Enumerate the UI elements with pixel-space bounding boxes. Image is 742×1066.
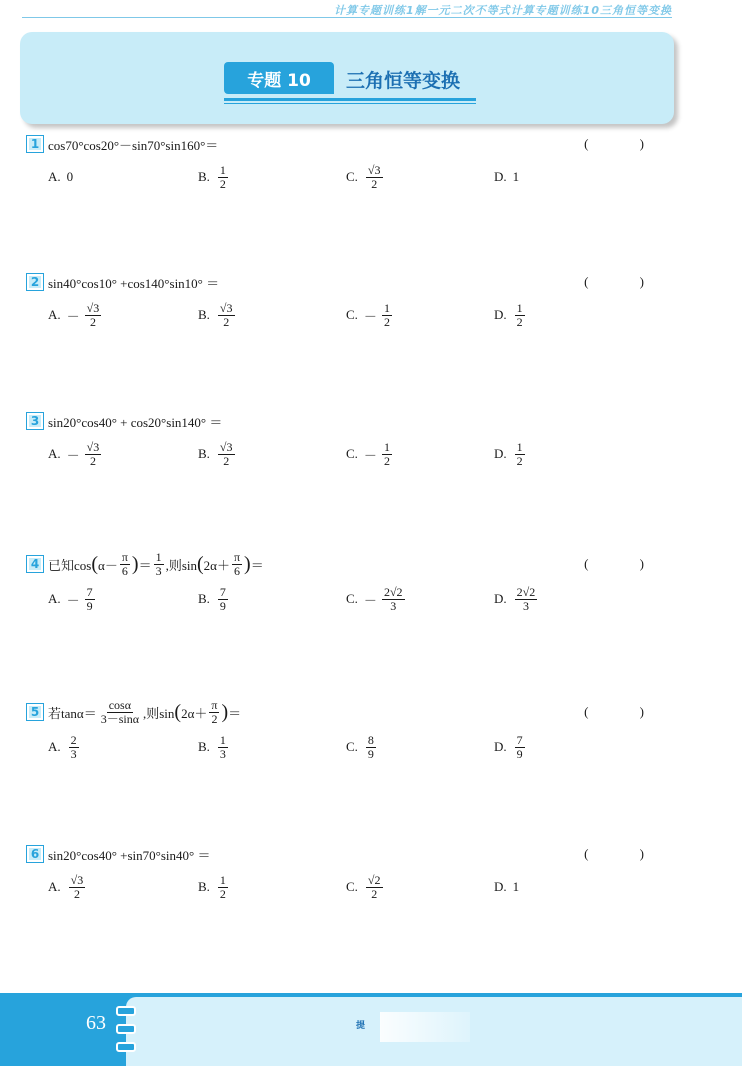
question-number: 3	[26, 412, 44, 430]
answer-parens: ( )	[584, 704, 668, 719]
option-b[interactable]: B. $\frac{1}{2}$	[198, 872, 226, 901]
options-row	[26, 437, 676, 471]
fraction: $\frac{1}{2}$	[383, 300, 390, 329]
right-paren: )	[244, 553, 251, 575]
fraction: $\frac{2}{3}$	[70, 732, 77, 761]
question-number: 1	[26, 135, 44, 153]
topic-underline-thin	[224, 103, 476, 104]
binding-ring-icon	[116, 1042, 136, 1052]
option-c[interactable]: C. － $\frac{2√2}{3}$	[346, 584, 403, 613]
option-c[interactable]: C. － $\frac{1}{2}$	[346, 439, 390, 468]
question-4	[26, 550, 676, 616]
question-6	[26, 842, 676, 904]
fraction: $\frac{7}{9}$	[516, 732, 523, 761]
fraction: $\frac{\pi}{2}$	[211, 697, 218, 726]
fraction: $\frac{1}{2}$	[516, 300, 523, 329]
options-row	[26, 582, 676, 616]
right-paren: )	[221, 701, 229, 723]
option-b[interactable]: B. $\frac{1}{3}$	[198, 732, 226, 761]
question-number: 5	[26, 703, 44, 721]
binding-ring-icon	[116, 1024, 136, 1034]
question-stem	[26, 270, 676, 294]
fraction: $\frac{\cos\alpha}{3-\sin\alpha}$	[100, 697, 139, 726]
question-stem	[26, 842, 676, 866]
option-a[interactable]: A. － $\frac{√3}{2}$	[48, 439, 100, 468]
footer-text: 提	[356, 1021, 366, 1031]
fraction: $\frac{1}{2}$	[219, 872, 226, 901]
fraction: $\frac{√3}{2}$	[367, 162, 381, 191]
fraction: $\frac{7}{9}$	[219, 584, 226, 613]
answer-parens: ( )	[584, 556, 668, 571]
option-a[interactable]: A. $\frac{√3}{2}$	[48, 872, 84, 901]
options-row	[26, 160, 676, 194]
fraction: $\frac{1}{2}$	[383, 439, 390, 468]
fraction: $\frac{√3}{2}$	[219, 300, 233, 329]
answer-parens: ( )	[584, 846, 668, 861]
question-stem: 4 已知cos ( α－ $\frac{\pi}{6}$ ) ＝ $\frac{1}{3}$ ,则sin ( 2α＋ $\frac{\pi}{6}$ ) ＝ ( )	[26, 550, 676, 578]
fraction: $\frac{2√2}{3}$	[383, 584, 403, 613]
stem-text: sin20°cos40° +sin70°sin40° ＝	[48, 847, 211, 863]
question-5	[26, 698, 676, 764]
option-c[interactable]: C. $\frac{√3}{2}$	[346, 162, 381, 191]
fraction: $\frac{1}{2}$	[516, 439, 523, 468]
fraction: $\frac{1}{3}$	[155, 549, 162, 578]
fraction: $\frac{√3}{2}$	[219, 439, 233, 468]
question-3	[26, 409, 676, 471]
option-b[interactable]: B. $\frac{√3}{2}$	[198, 300, 233, 329]
topic-label: 专题 10	[224, 62, 334, 94]
footer-watermark	[380, 1012, 470, 1042]
question-stem	[26, 409, 676, 433]
option-c[interactable]: C. $\frac{8}{9}$	[346, 732, 374, 761]
right-paren: )	[131, 553, 139, 575]
option-a[interactable]: A. 0	[48, 169, 74, 184]
option-b[interactable]: B. $\frac{√3}{2}$	[198, 439, 233, 468]
question-number: 6	[26, 845, 44, 863]
option-c[interactable]: C. $\frac{√2}{2}$	[346, 872, 381, 901]
fraction: $\frac{1}{3}$	[219, 732, 226, 761]
stem-text: cos70°cos20°－sin70°sin160°＝	[48, 137, 219, 153]
fraction: $\frac{8}{9}$	[367, 732, 374, 761]
question-stem: 5 若tanα＝ $\frac{\cos\alpha}{3-\sin\alpha}$ ,则sin ( 2α＋ $\frac{\pi}{2}$ ) ＝ ( )	[26, 698, 676, 726]
option-b[interactable]: B. $\frac{1}{2}$	[198, 162, 226, 191]
left-paren: (	[197, 553, 204, 575]
fraction: $\frac{√3}{2}$	[70, 872, 84, 901]
question-2	[26, 270, 676, 332]
fraction: $\frac{1}{2}$	[219, 162, 226, 191]
option-d[interactable]: D. $\frac{7}{9}$	[494, 732, 523, 761]
left-paren: (	[174, 701, 182, 723]
running-header: 计算专题训练1解一元二次不等式计算专题训练10三角恒等变换	[334, 4, 672, 17]
fraction: $\frac{√3}{2}$	[86, 300, 100, 329]
option-a[interactable]: A. － $\frac{√3}{2}$	[48, 300, 100, 329]
options-row	[26, 870, 676, 904]
fraction: $\frac{2√2}{3}$	[516, 584, 536, 613]
page-number: 63	[86, 1012, 106, 1034]
option-b[interactable]: B. $\frac{7}{9}$	[198, 584, 226, 613]
fraction: $\frac{7}{9}$	[86, 584, 93, 613]
topic-title: 三角恒等变换	[346, 70, 461, 92]
fraction: $\frac{√3}{2}$	[86, 439, 100, 468]
option-d[interactable]: D. $\frac{2√2}{3}$	[494, 584, 536, 613]
fraction: $\frac{\pi}{6}$	[121, 549, 128, 578]
options-row	[26, 730, 676, 764]
left-paren: (	[91, 553, 99, 575]
fraction: $\frac{√2}{2}$	[367, 872, 381, 901]
question-stem	[26, 132, 676, 156]
option-d[interactable]: D. 1	[494, 169, 520, 184]
header-rule	[22, 17, 672, 18]
stem-text: sin20°cos40° + cos20°sin140° ＝	[48, 414, 223, 430]
question-number: 4	[26, 555, 44, 573]
binding-ring-icon	[116, 1006, 136, 1016]
option-a[interactable]: A. $\frac{2}{3}$	[48, 732, 77, 761]
topic-underline	[224, 98, 476, 101]
option-d[interactable]: D. $\frac{1}{2}$	[494, 300, 523, 329]
options-row	[26, 298, 676, 332]
option-d[interactable]: D. $\frac{1}{2}$	[494, 439, 523, 468]
answer-parens: ( )	[584, 274, 668, 289]
fraction: $\frac{\pi}{6}$	[233, 549, 241, 578]
option-c[interactable]: C. － $\frac{1}{2}$	[346, 300, 390, 329]
option-a[interactable]: A. － $\frac{7}{9}$	[48, 584, 93, 613]
option-d[interactable]: D. 1	[494, 879, 520, 894]
answer-parens: ( )	[584, 136, 668, 151]
question-number: 2	[26, 273, 44, 291]
question-1	[26, 132, 676, 194]
stem-text: sin40°cos10° +cos140°sin10° ＝	[48, 275, 220, 291]
